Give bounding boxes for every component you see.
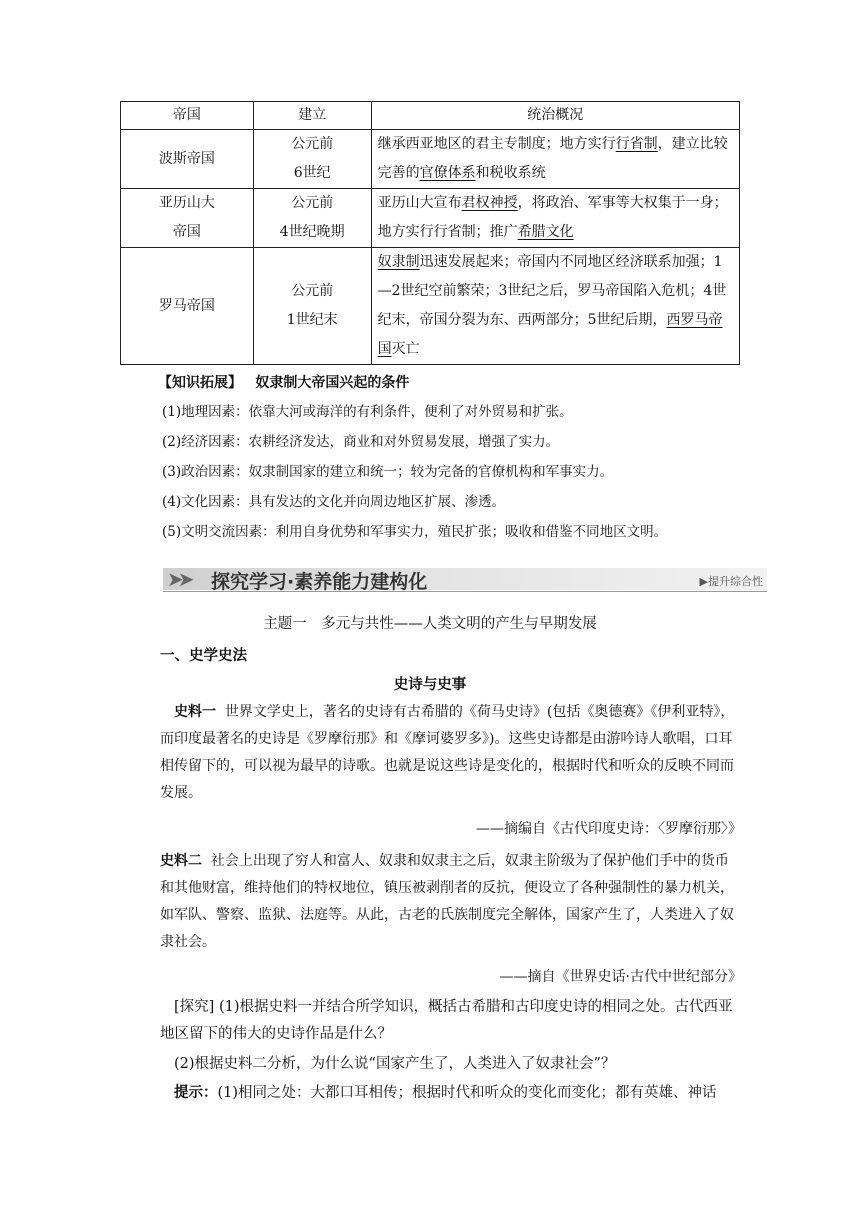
explore-question-1: [探究] (1)根据史料一并结合所学知识，概括古希腊和古印度史诗的相同之处。古代西亚地区留下的伟大的史诗作品是什么？	[160, 999, 733, 1042]
material-label: 史料二	[160, 853, 202, 869]
play-icon: ▶	[699, 575, 708, 588]
section-title: 一、史学史法	[160, 648, 247, 664]
founded-date: 公元前 4世纪晚期	[253, 189, 371, 248]
explore-label: [探究]	[174, 999, 215, 1015]
empire-table	[120, 101, 740, 365]
knowledge-item: (3)政治因素：奴隶制国家的建立和统一；较为完备的官僚机构和军事实力。	[162, 464, 614, 480]
empire-name: 亚历山大 帝国	[121, 189, 254, 248]
header-overview: 统治概况	[371, 102, 739, 130]
material-text: 社会上出现了穷人和富人、奴隶和奴隶主之后，奴隶主阶级为了保护他们手中的货币和其他财富，维持他们的特权地位，镇压被剥削者的反抗，便设立了各种强制性的暴力机关，如军队、警察、监狱、法庭等。从此，古老的氏族制度完全解体，国家产生了，人类进入了奴隶社会。	[160, 853, 734, 950]
material-two	[160, 848, 740, 956]
material-source: ——摘编自《古代印度史诗：〈罗摩衍那〉》	[476, 821, 742, 837]
knowledge-item: (4)文化因素：具有发达的文化并向周边地区扩展、渗透。	[162, 494, 506, 510]
underlined-term: 君权神授	[461, 195, 518, 211]
table-header-row	[121, 102, 740, 130]
founded-date: 公元前 1世纪末	[253, 248, 371, 365]
underlined-term: 西罗马帝国	[377, 312, 723, 357]
underlined-term: 官僚体系	[419, 165, 476, 181]
underlined-term: 希腊文化	[517, 224, 574, 240]
knowledge-item: (2)经济因素：农耕经济发达，商业和对外贸易发展，增强了实力。	[162, 434, 560, 450]
explore-question-2: (2)根据史料二分析，为什么说“国家产生了，人类进入了奴隶社会”？	[174, 1056, 616, 1072]
hint: 提示：(1)相同之处：大都口耳相传；根据时代和听众的变化而变化；都有英雄、神话	[160, 1080, 740, 1107]
header-founded: 建立	[253, 102, 371, 130]
banner-right-label: ▶提升综合性	[699, 575, 763, 588]
theme-title: 主题一 多元与共性——人类文明的产生与早期发展	[263, 616, 597, 632]
header-empire: 帝国	[121, 102, 254, 130]
underlined-term: 奴隶制	[377, 254, 420, 270]
subtitle: 史诗与史事	[393, 677, 467, 693]
overview-text: 亚历山大宣布君权神授，将政治、军事等大权集于一身；地方实行行省制；推广希腊文化	[371, 189, 739, 248]
material-text: 世界文学史上，著名的史诗有古希腊的《荷马史诗》(包括《奥德赛》《伊利亚特》，而印度最著名的史诗是《罗摩衍那》和《摩诃婆罗多》)。这些史诗都是由游吟诗人歌唱，口耳相传留下的，可以视为最早的诗歌。也就是说这些诗是变化的，根据时代和听众的反映不同而发展。	[160, 704, 735, 801]
overview-text: 继承西亚地区的君主专制度；地方实行行省制，建立比较完善的官僚体系和税收系统	[371, 130, 739, 189]
overview-text: 奴隶制迅速发展起来；帝国内不同地区经济联系加强；1—2世纪空前繁荣；3世纪之后，罗马帝国陷入危机；4世纪末，帝国分裂为东、西两部分；5世纪后期，西罗马帝国灭亡	[371, 248, 739, 365]
material-label: 史料一	[174, 704, 216, 720]
empire-name: 罗马帝国	[121, 248, 254, 365]
material-source: ——摘自《世界史话·古代中世纪部分》	[499, 969, 742, 985]
double-arrow-icon: ➤➤	[167, 567, 189, 591]
section-banner	[163, 563, 767, 593]
banner-title: 探究学习·素养能力建构化	[211, 571, 428, 593]
underlined-term: 行省制	[615, 136, 658, 152]
founded-date: 公元前 6世纪	[253, 130, 371, 189]
table-row	[121, 248, 740, 365]
knowledge-title: 奴隶制大帝国兴起的条件	[255, 375, 410, 391]
empire-name: 波斯帝国	[121, 130, 254, 189]
knowledge-tag: 【知识拓展】	[158, 375, 242, 391]
knowledge-item: (5)文明交流因素：利用自身优势和军事实力，殖民扩张；吸收和借鉴不同地区文明。	[162, 524, 668, 540]
material-one	[160, 699, 740, 807]
table-row	[121, 189, 740, 248]
hint-label: 提示：	[174, 1085, 218, 1101]
knowledge-item: (1)地理因素：依靠大河或海洋的有利条件，便利了对外贸易和扩张。	[162, 404, 573, 420]
table-row	[121, 130, 740, 189]
knowledge-heading	[158, 373, 409, 393]
